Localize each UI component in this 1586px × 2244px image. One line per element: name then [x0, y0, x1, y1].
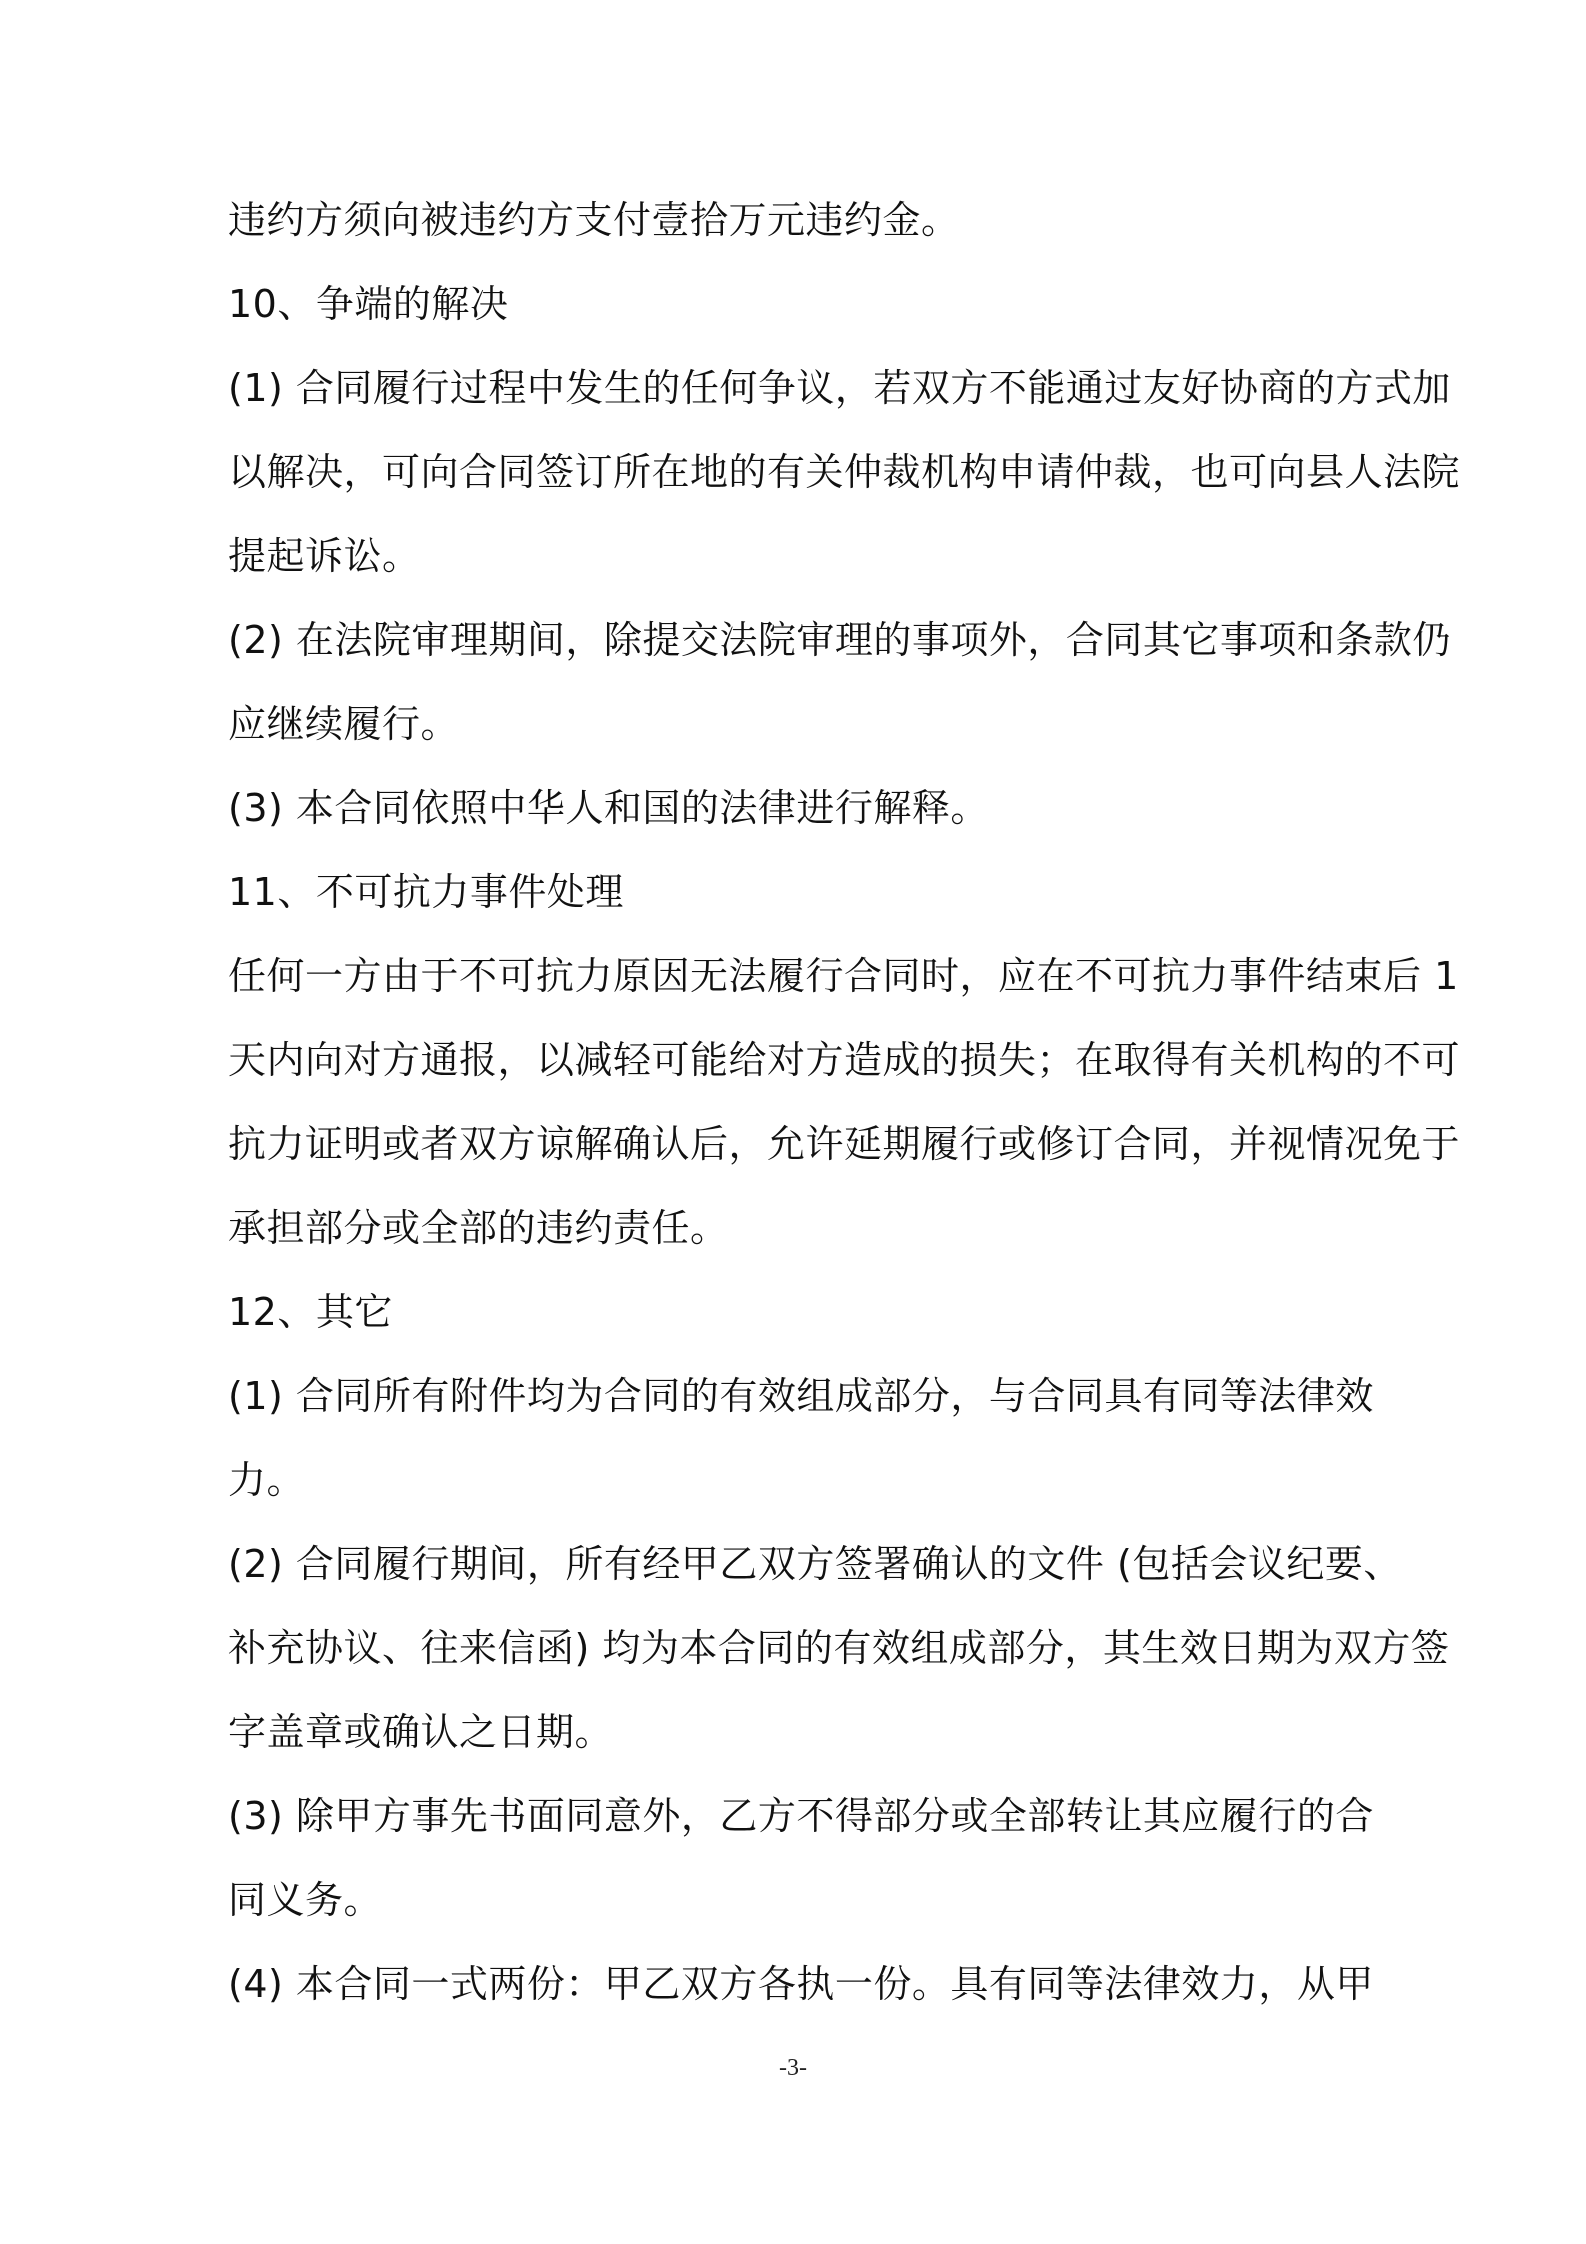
- text-line: (3) 除甲方事先书面同意外，乙方不得部分或全部转让其应履行的合: [228, 1794, 1374, 1838]
- text-line: (1) 合同履行过程中发生的任何争议，若双方不能通过友好协商的方式加: [228, 366, 1451, 410]
- text-line: 以解决，可向合同签订所在地的有关仲裁机构申请仲裁，也可向县人法院: [228, 450, 1461, 494]
- text-line: (1) 合同所有附件均为合同的有效组成部分，与合同具有同等法律效: [228, 1374, 1374, 1418]
- text-line: 应继续履行。: [228, 702, 460, 746]
- text-line: 天内向对方通报，以减轻可能给对方造成的损失；在取得有关机构的不可: [228, 1038, 1461, 1082]
- section-heading: 10、争端的解决: [228, 282, 509, 326]
- text-line: 违约方须向被违约方支付壹拾万元违约金。: [228, 198, 960, 242]
- section-heading: 12、其它: [228, 1290, 393, 1334]
- section-heading: 11、不可抗力事件处理: [228, 870, 624, 914]
- page-number: -3-: [779, 2055, 807, 2081]
- text-line: (4) 本合同一式两份：甲乙双方各执一份。具有同等法律效力，从甲: [228, 1962, 1374, 2006]
- text-line: 任何一方由于不可抗力原因无法履行合同时，应在不可抗力事件结束后 1: [228, 954, 1459, 998]
- text-line: 承担部分或全部的违约责任。: [228, 1206, 729, 1250]
- text-line: 字盖章或确认之日期。: [228, 1710, 614, 1754]
- text-line: (2) 合同履行期间，所有经甲乙双方签署确认的文件 (包括会议纪要、: [228, 1542, 1402, 1586]
- text-line: (2) 在法院审理期间，除提交法院审理的事项外，合同其它事项和条款仍: [228, 618, 1451, 662]
- text-line: 力。: [228, 1458, 306, 1502]
- text-line: (3) 本合同依照中华人和国的法律进行解释。: [228, 786, 989, 830]
- text-line: 补充协议、往来信函) 均为本合同的有效组成部分，其生效日期为双方签: [228, 1626, 1450, 1670]
- text-line: 提起诉讼。: [228, 534, 421, 578]
- text-line: 抗力证明或者双方谅解确认后，允许延期履行或修订合同，并视情况免于: [228, 1122, 1461, 1166]
- text-line: 同义务。: [228, 1878, 383, 1922]
